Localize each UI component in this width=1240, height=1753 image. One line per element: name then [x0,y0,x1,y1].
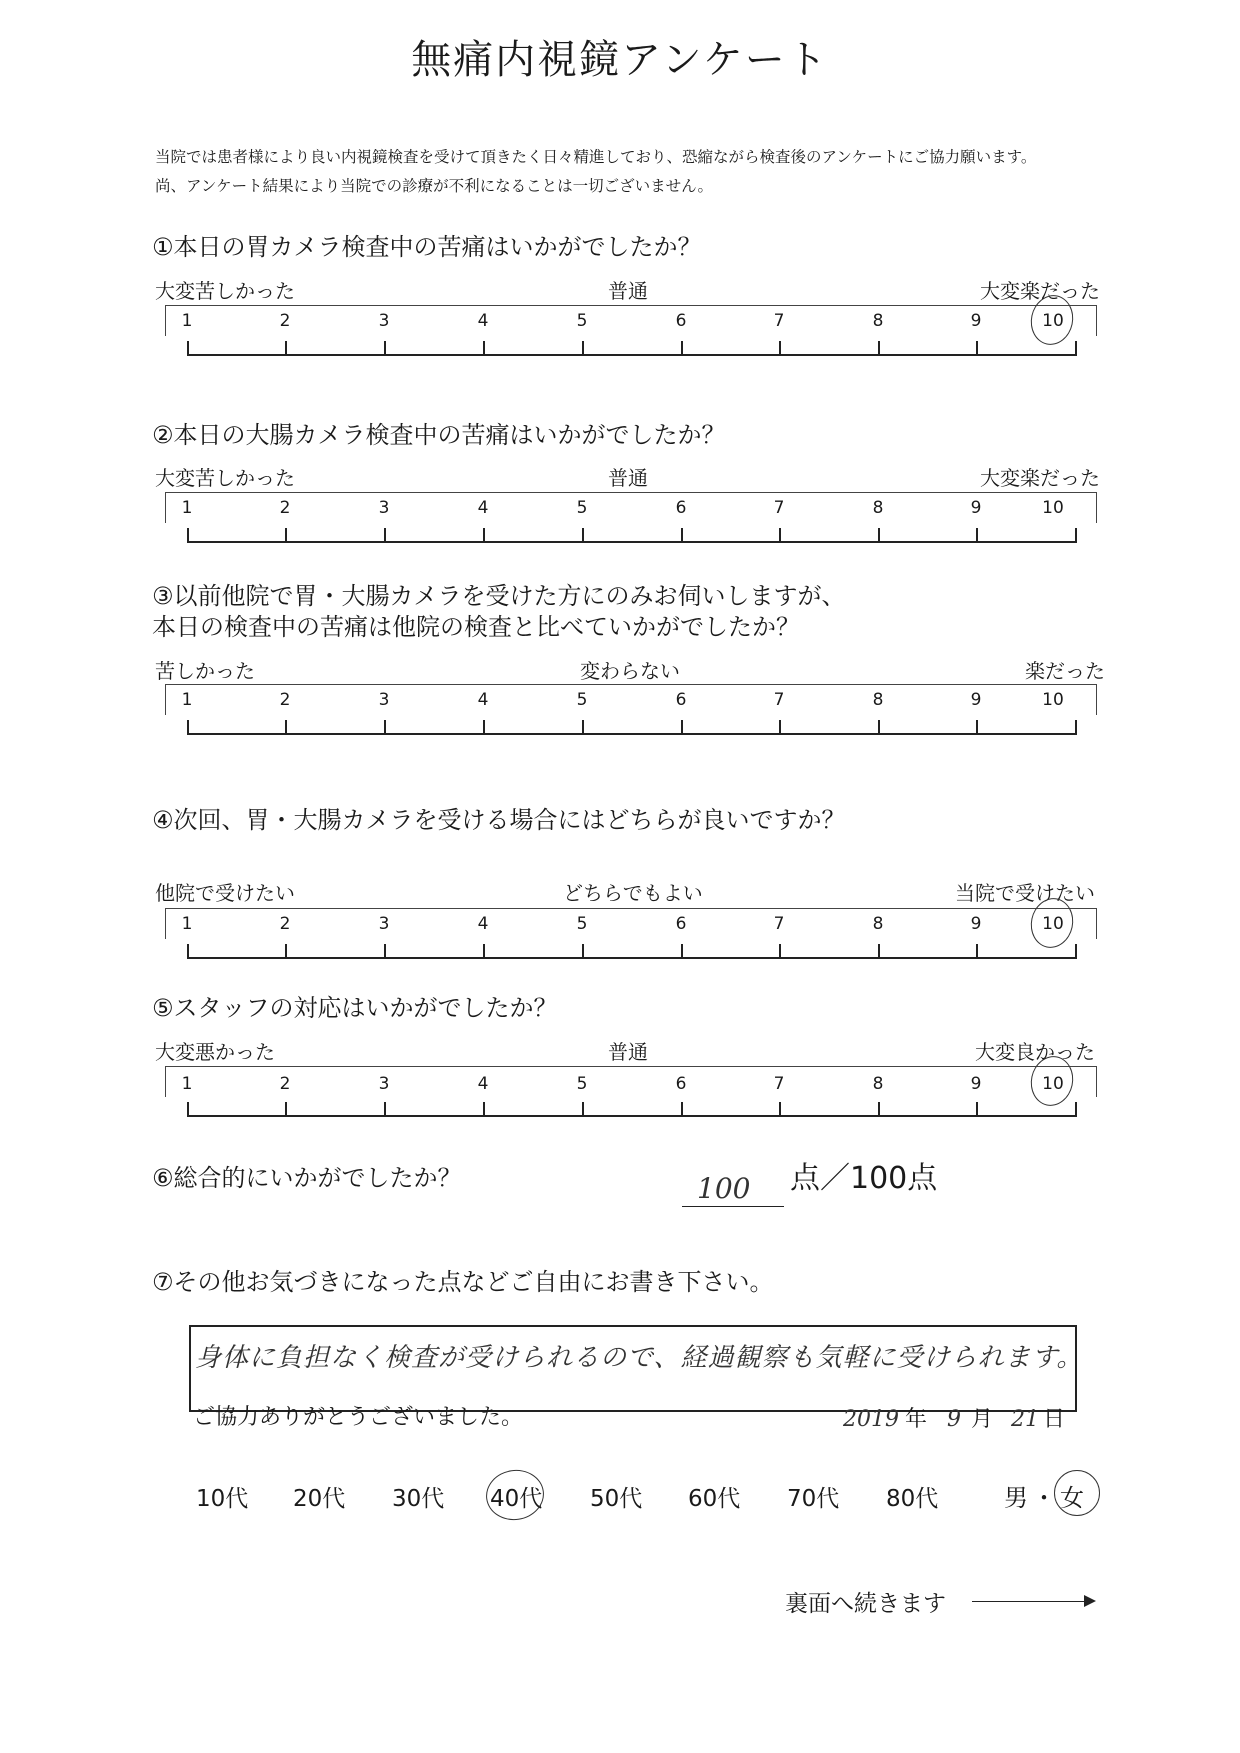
year-unit: 年 [905,1407,928,1432]
scale-number[interactable]: 10 [1042,311,1064,331]
scale-number[interactable]: 8 [872,498,884,518]
age-option[interactable]: 20代 [293,1486,346,1512]
scale-tick [187,720,189,734]
date-month: 9 [947,1407,962,1432]
scale-number[interactable]: 1 [181,690,193,710]
scale-frame [165,1066,1097,1097]
date-day: 21 [1011,1407,1040,1432]
scale-tick [1075,528,1077,542]
comment-box[interactable] [189,1325,1084,1412]
scale-number[interactable]: 4 [477,311,489,331]
scale-tick [779,341,781,355]
scale-tick [1075,1102,1077,1116]
scale-tick [976,1102,978,1116]
question-4-mid-label: どちらでもよい [563,881,703,905]
scale-number[interactable]: 5 [576,914,588,934]
question-2-right-label: 大変楽だった [980,466,1100,490]
scale-axis [187,733,1077,735]
scale-tick [878,528,880,542]
question-4-right-label: 当院で受けたい [955,881,1095,905]
scale-number[interactable]: 9 [970,498,982,518]
gender-separator: ・ [1032,1484,1056,1512]
score-suffix: 点／100点 [790,1161,938,1196]
scale-number[interactable]: 10 [1042,690,1064,710]
scale-number[interactable]: 9 [970,311,982,331]
scale-tick [187,1102,189,1116]
scale-number[interactable]: 1 [181,311,193,331]
scale-tick [779,720,781,734]
question-4-left-label: 他院で受けたい [155,881,295,905]
scale-number[interactable]: 9 [970,690,982,710]
scale-tick [681,528,683,542]
arrow-right-icon [1084,1595,1096,1607]
scale-number[interactable]: 8 [872,690,884,710]
scale-number[interactable]: 10 [1042,914,1064,934]
scale-number[interactable]: 6 [675,311,687,331]
date-year: 2019 [843,1407,899,1432]
scale-number[interactable]: 5 [576,1074,588,1094]
scale-axis [187,354,1077,356]
scale-tick [681,1102,683,1116]
scale-number[interactable]: 1 [181,914,193,934]
survey-title: 無痛内視鏡アンケート [411,37,829,83]
scale-tick [384,341,386,355]
scale-number[interactable]: 7 [773,914,785,934]
thanks-message: ご協力ありがとうございました。 [193,1405,524,1430]
scale-tick [878,1102,880,1116]
scale-number[interactable]: 10 [1042,1074,1064,1094]
scale-number[interactable]: 8 [872,1074,884,1094]
question-1-mid-label: 普通 [608,279,648,303]
scale-number[interactable]: 9 [970,914,982,934]
scale-frame [165,908,1097,939]
scale-number[interactable]: 4 [477,690,489,710]
question-5-right-label: 大変良かった [975,1040,1095,1064]
arrow-line [972,1601,1090,1602]
scale-tick [779,944,781,958]
scale-number[interactable]: 5 [576,498,588,518]
age-option[interactable]: 30代 [392,1486,445,1512]
scale-axis [187,957,1077,959]
scale-tick [1075,341,1077,355]
scale-tick [285,528,287,542]
age-option[interactable]: 10代 [196,1486,249,1512]
scale-tick [187,944,189,958]
scale-tick [878,944,880,958]
scale-tick [285,1102,287,1116]
scale-number[interactable]: 6 [675,914,687,934]
age-option[interactable]: 60代 [688,1486,741,1512]
scale-frame [165,492,1097,523]
question-2-left-label: 大変苦しかった [155,466,295,490]
age-option[interactable]: 40代 [490,1486,543,1512]
scale-tick [483,528,485,542]
scale-frame [165,684,1097,715]
scale-number[interactable]: 3 [378,914,390,934]
scale-number[interactable]: 2 [279,690,291,710]
question-2-mid-label: 普通 [608,466,648,490]
scale-tick [582,720,584,734]
continue-note: 裏面へ続きます [785,1591,946,1617]
scale-tick [384,1102,386,1116]
scale-number[interactable]: 5 [576,690,588,710]
scale-number[interactable]: 6 [675,1074,687,1094]
scale-number[interactable]: 5 [576,311,588,331]
question-1-left-label: 大変苦しかった [155,279,295,303]
scale-number[interactable]: 10 [1042,498,1064,518]
scale-number[interactable]: 8 [872,914,884,934]
question-5-text: ⑤スタッフの対応はいかがでしたか？ [152,994,558,1022]
scale-number[interactable]: 6 [675,690,687,710]
scale-tick [976,944,978,958]
scale-tick [384,944,386,958]
scale-tick [582,944,584,958]
question-4-text: ④次回、胃・大腸カメラを受ける場合にはどちらが良いですか？ [152,806,846,834]
gender-male[interactable]: 男 [1004,1484,1028,1512]
scale-tick [878,720,880,734]
scale-number[interactable]: 7 [773,498,785,518]
scale-tick [187,528,189,542]
scale-number[interactable]: 4 [477,914,489,934]
question-5-mid-label: 普通 [608,1040,648,1064]
scale-tick [878,341,880,355]
day-unit: 日 [1043,1407,1066,1432]
scale-number[interactable]: 2 [279,498,291,518]
scale-tick [187,341,189,355]
scale-tick [779,1102,781,1116]
scale-tick [483,720,485,734]
scale-number[interactable]: 3 [378,690,390,710]
scale-number[interactable]: 9 [970,1074,982,1094]
question-3-text: ③以前他院で胃・大腸カメラを受けた方にのみお伺いしますが、 [152,582,846,610]
scale-number[interactable]: 3 [378,498,390,518]
scale-number[interactable]: 1 [181,498,193,518]
comment-text: 身体に負担なく検査が受けられるので、経過観察も気軽に受けられます。 [195,1343,1084,1373]
scale-number[interactable]: 2 [279,1074,291,1094]
age-option[interactable]: 80代 [886,1486,939,1512]
question-5-left-label: 大変悪かった [155,1040,275,1064]
scale-tick [483,341,485,355]
question-7-text: ⑦その他お気づきになった点などご自由にお書き下さい。 [152,1268,774,1296]
scale-number[interactable]: 1 [181,1074,193,1094]
question-3-text-line-2: 本日の検査中の苦痛は他院の検査と比べていかがでしたか？ [152,613,800,641]
scale-tick [681,341,683,355]
question-1-right-label: 大変楽だった [980,279,1100,303]
scale-tick [976,528,978,542]
scale-frame [165,305,1097,336]
scale-tick [582,1102,584,1116]
scale-tick [483,1102,485,1116]
scale-tick [681,720,683,734]
scale-number[interactable]: 2 [279,311,291,331]
scale-tick [285,944,287,958]
total-score-value[interactable]: 100 [697,1172,751,1205]
question-2-text: ②本日の大腸カメラ検査中の苦痛はいかがでしたか？ [152,421,726,449]
scale-number[interactable]: 7 [773,311,785,331]
scale-axis [187,541,1077,543]
question-3-mid-label: 変わらない [580,659,680,683]
question-6-text: ⑥総合的にいかがでしたか？ [152,1164,462,1192]
score-underline [682,1206,784,1207]
scale-number[interactable]: 3 [378,1074,390,1094]
scale-tick [384,720,386,734]
scale-tick [1075,720,1077,734]
scale-number[interactable]: 4 [477,1074,489,1094]
scale-tick [483,944,485,958]
scale-number[interactable]: 3 [378,311,390,331]
scale-number[interactable]: 8 [872,311,884,331]
gender-female[interactable]: 女 [1060,1484,1084,1512]
scale-axis [187,1115,1077,1117]
question-3-right-label: 楽だった [1025,659,1105,683]
scale-number[interactable]: 4 [477,498,489,518]
scale-tick [976,341,978,355]
scale-tick [681,944,683,958]
age-option[interactable]: 70代 [787,1486,840,1512]
scale-tick [976,720,978,734]
date-field[interactable] [843,1402,1065,1433]
month-unit: 月 [971,1407,994,1432]
scale-tick [285,341,287,355]
intro-line-2: 尚、アンケート結果により当院での診療が不利になることは一切ございません。 [155,177,714,195]
scale-tick [779,528,781,542]
age-option[interactable]: 50代 [590,1486,643,1512]
scale-tick [285,720,287,734]
scale-tick [384,528,386,542]
scale-tick [582,528,584,542]
gender-selection-circle [1054,1470,1100,1516]
age-selection-circle [483,1466,547,1524]
scale-tick [582,341,584,355]
scale-number[interactable]: 7 [773,690,785,710]
question-3-left-label: 苦しかった [155,659,255,683]
scale-number[interactable]: 2 [279,914,291,934]
scale-tick [1075,944,1077,958]
scale-number[interactable]: 7 [773,1074,785,1094]
scale-number[interactable]: 6 [675,498,687,518]
question-1-text: ①本日の胃カメラ検査中の苦痛はいかがでしたか？ [152,233,702,261]
intro-line-1: 当院では患者様により良い内視鏡検査を受けて頂きたく日々精進しており、恐縮ながら検査後のアンケートにご協力願います。 [155,148,1037,166]
